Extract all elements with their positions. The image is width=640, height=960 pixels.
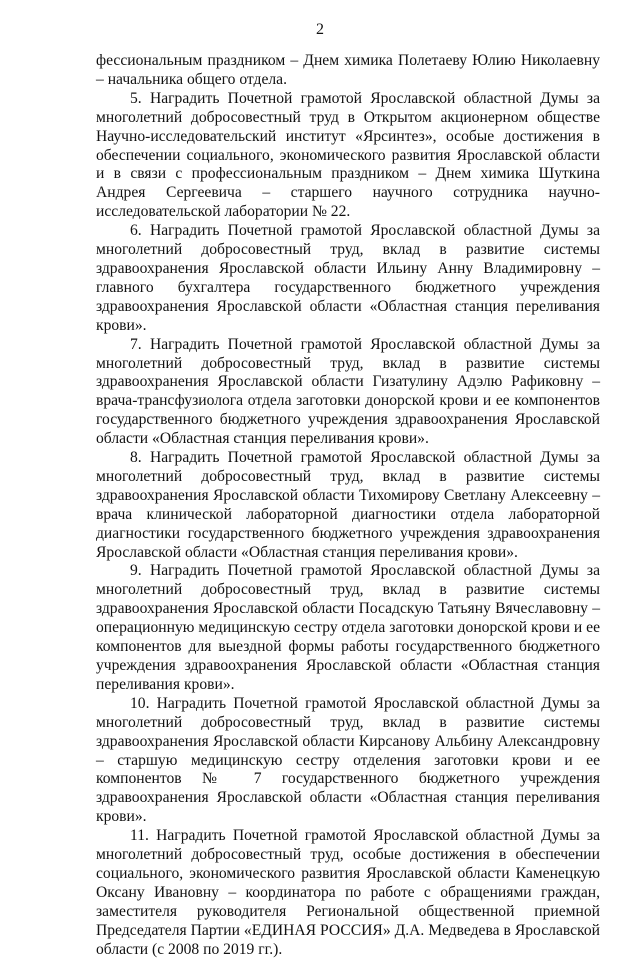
document-body [96, 52, 600, 960]
paragraph-item-5: 5. Наградить Почетной грамотой Ярославской областной Думы за многолетний добросовестный труд в Открытом акционерном обществе Научно-исследовательский институт «Ярсинтез», особые достижения в обеспечении социального, экономического развития Ярославской области и в связи с профессиональным праздником – Днем химика Шуткина Андрея Сергеевича – старшего научного сотрудника научно-исследовательской лаборатории № 22. [96, 89, 600, 221]
paragraph-item-8: 8. Наградить Почетной грамотой Ярославской областной Думы за многолетний добросовестный труд, вклад в развитие системы здравоохранения Ярославской области Тихомирову Светлану Алексеевну – врача клинической лабораторной диагностики отдела лабораторной диагностики государственного бюджетного учреждения здравоохранения Ярославской области «Областная станция переливания крови». [96, 449, 600, 561]
paragraph-item-9: 9. Наградить Почетной грамотой Ярославской областной Думы за многолетний добросовестный труд, вклад в развитие системы здравоохранения Ярославской области Посадскую Татьяну Вячеславовну – операционную медицинскую сестру отдела заготовки донорской крови и ее компонентов для выездной формы работы государственного бюджетного учреждения здравоохранения Ярославской области «Областная станция переливания крови». [96, 562, 600, 693]
paragraph-item-10: 10. Наградить Почетной грамотой Ярославской областной Думы за многолетний добросовестный труд, вклад в развитие системы здравоохранения Ярославской области Кирсанову Альбину Александровну – старшую медицинскую сестру отделения заготовки крови и ее компонентов № 7 государственного бюджетного учреждения здравоохранения Ярославской области «Областная станция переливания крови». [96, 694, 600, 826]
paragraph-item-11: 11. Наградить Почетной грамотой Ярославской областной Думы за многолетний добросовестный труд, особые достижения в обеспечении социального, экономического развития Ярославской области Каменецкую Оксану Ивановну – координатора по работе с обращениями граждан, заместителя руководителя Региональной общественной приемной Председателя Партии «ЕДИНАЯ РОССИЯ» Д.А. Медведева в Ярославской области (с 2008 по 2019 гг.). [96, 827, 600, 958]
paragraph-continuation: фессиональным праздником – Днем химика Полетаеву Юлию Николаевну – начальника общего отдела. [96, 52, 600, 88]
paragraph-item-6: 6. Наградить Почетной грамотой Ярославской областной Думы за многолетний добросовестный труд, вклад в развитие системы здравоохранения Ярославской области Ильину Анну Владимировну – главного бухгалтера государственного бюджетного учреждения здравоохранения Ярославской области «Областная станция переливания крови». [96, 222, 600, 334]
page-number: 2 [316, 21, 324, 38]
paragraph-item-7: 7. Наградить Почетной грамотой Ярославской областной Думы за многолетний добросовестный труд, вклад в развитие системы здравоохранения Ярославской области Гизатулину Адэлю Рафиковну – врача-трансфузиолога отдела заготовки донорской крови и ее компонентов государственного бюджетного учреждения здравоохранения Ярославской области «Областная станция переливания крови». [96, 335, 600, 448]
